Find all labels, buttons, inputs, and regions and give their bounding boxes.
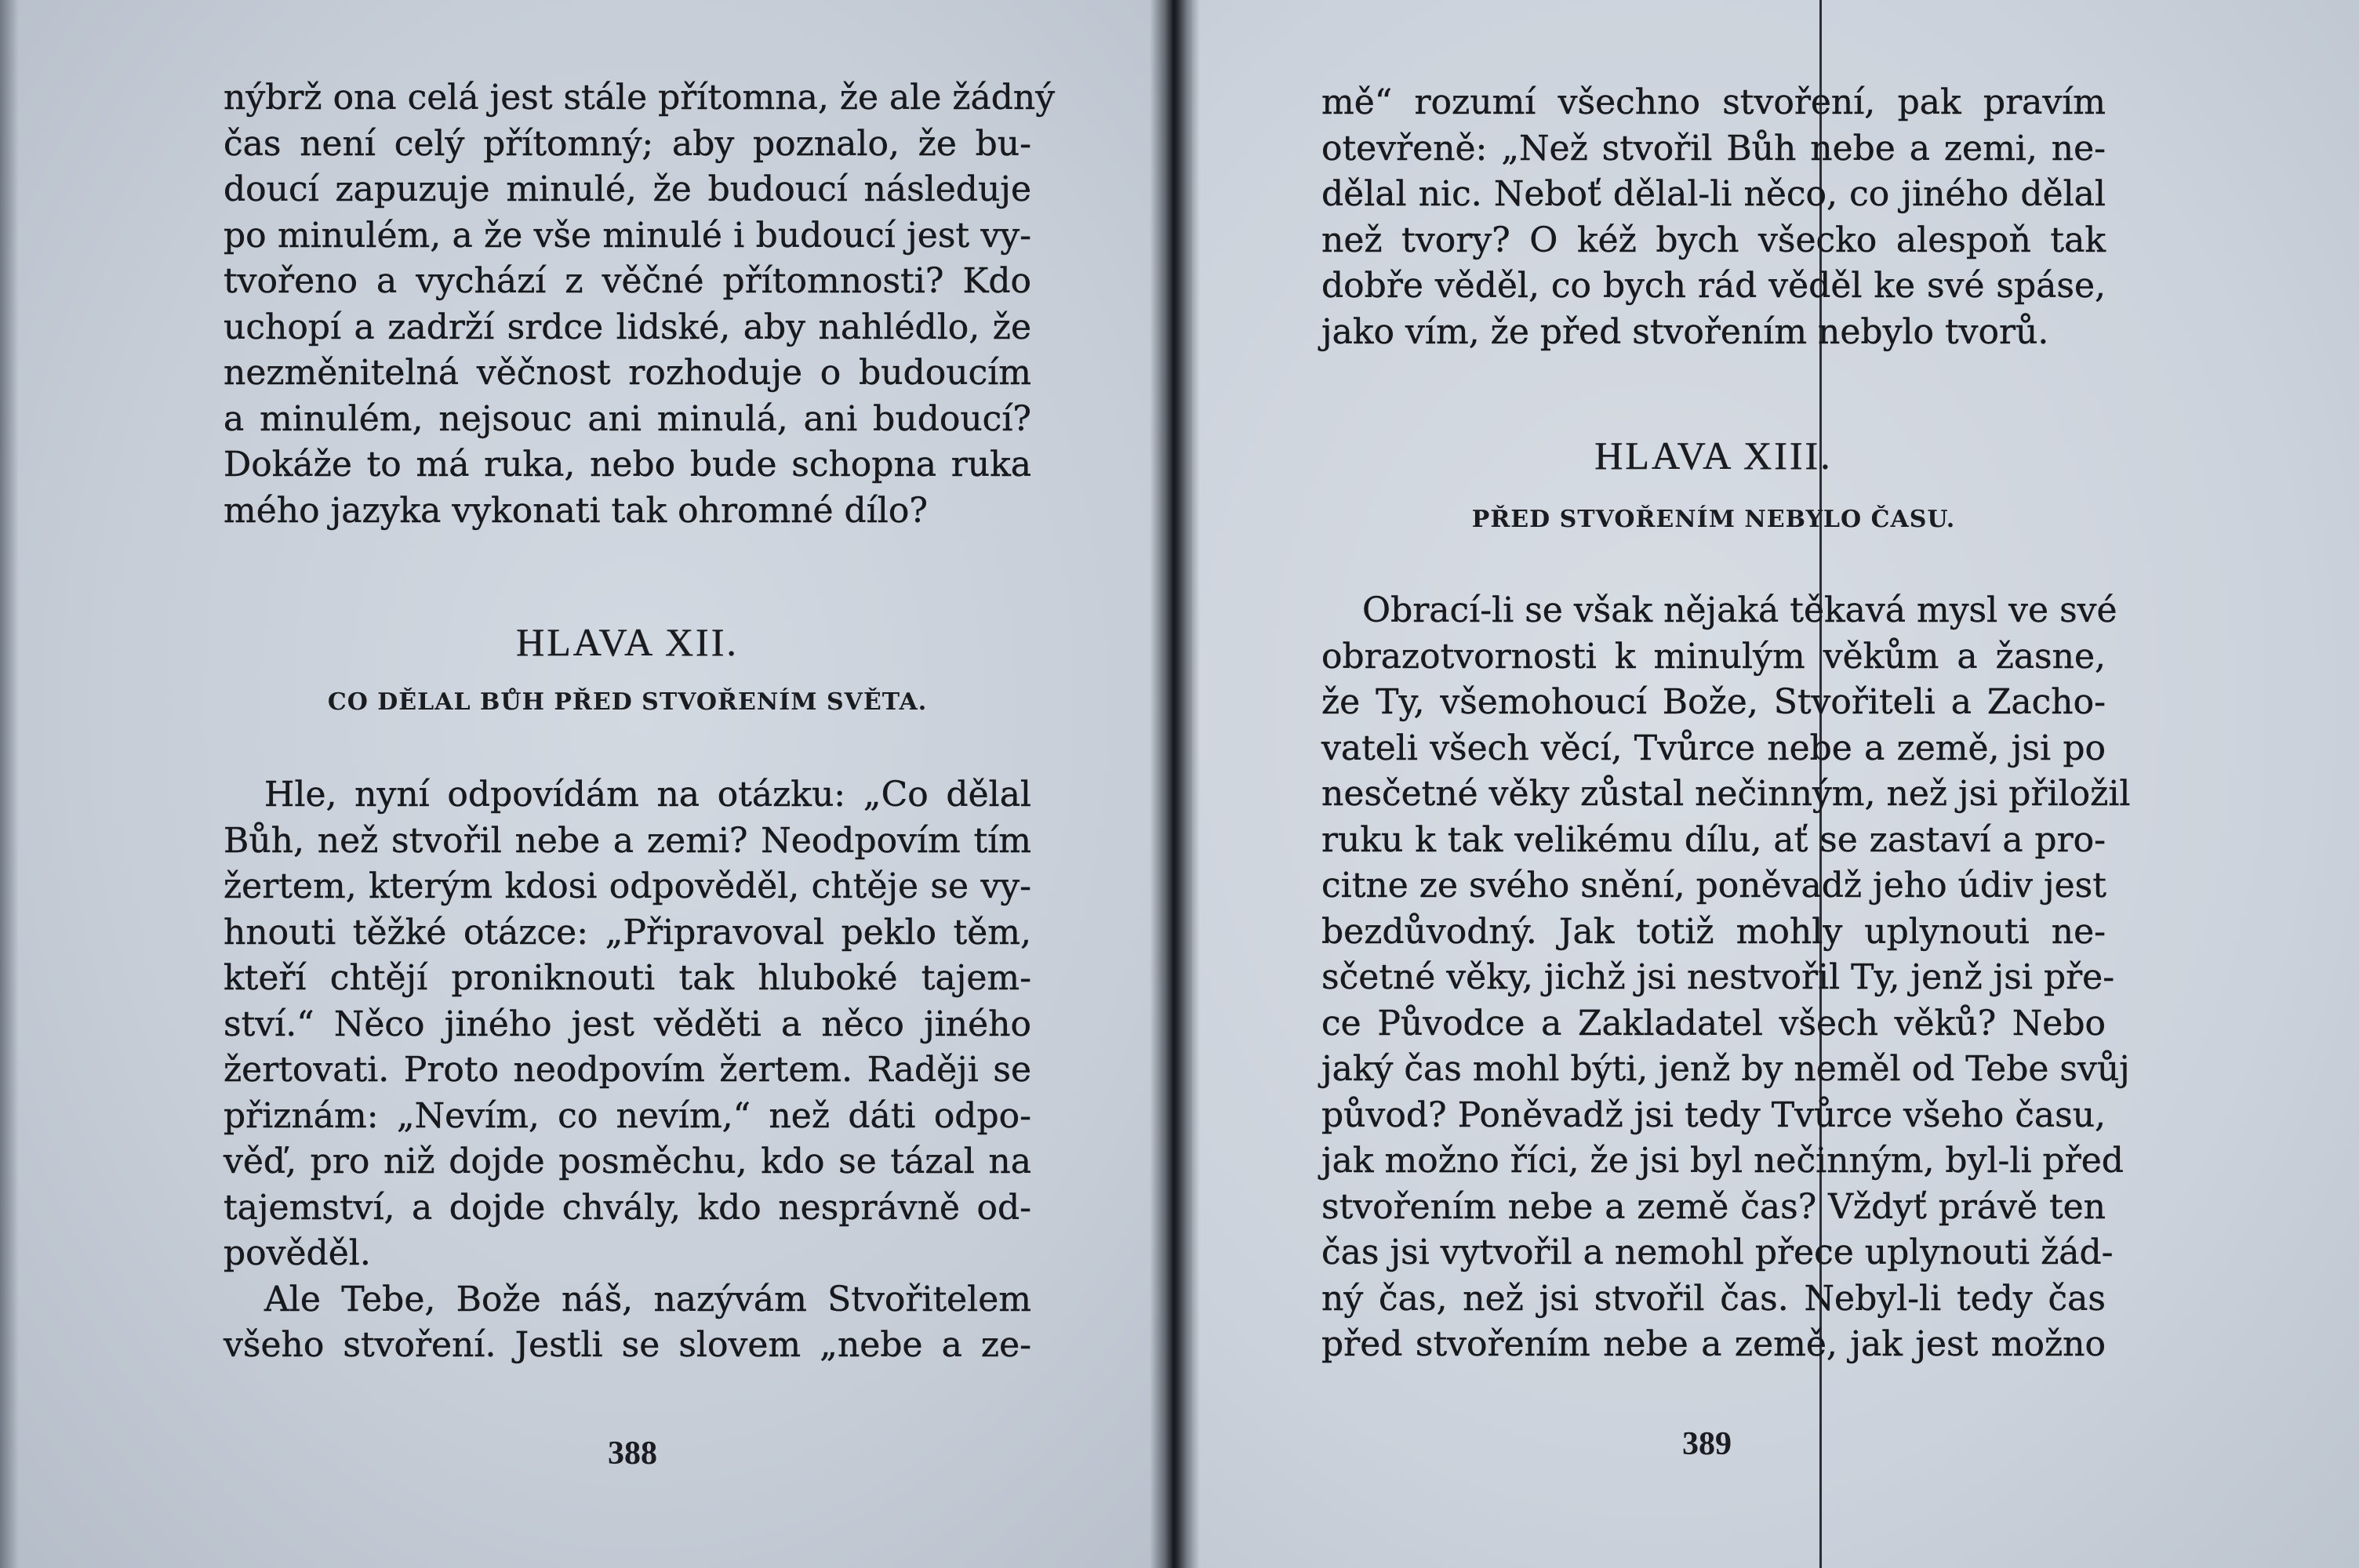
- text-line: vateli všech věcí, Tvůrce nebe a země, jsi po: [1321, 728, 2106, 768]
- left-text-bottom: [224, 772, 1031, 1369]
- text-line: nesčetné věky zůstal nečinným, než jsi přiložil: [1321, 774, 2131, 814]
- chapter-subtitle-xii: CO DĚLAL BŮH PŘED STVOŘENÍM SVĚTA.: [327, 688, 928, 716]
- text-line: sčetné věky, jichž jsi nestvořil Ty, jenž jsi pře-: [1321, 957, 2115, 997]
- text-line: ný čas, než jsi stvořil čas. Nebyl-li tedy čas: [1321, 1278, 2106, 1319]
- text-line: původ? Poněvadž jsi tedy Tvůrce všeho času,: [1321, 1094, 2106, 1135]
- text-line: dobře věděl, co bych rád věděl ke své spáse,: [1321, 266, 2106, 306]
- text-line: než tvory? O kéž bych všecko alespoň tak: [1321, 220, 2106, 260]
- text-line: ruku k tak velikému dílu, ať se zastaví a pro-: [1321, 819, 2106, 860]
- page-number-right: 389: [1682, 1426, 1732, 1462]
- text-line: čas jsi vytvořil a nemohl přece uplynouti žád-: [1321, 1232, 2114, 1272]
- text-line: všeho stvoření. Jestli se slovem „nebe a ze-: [224, 1325, 1031, 1365]
- text-line: citne ze svého snění, poněvadž jeho údiv jest: [1321, 866, 2106, 906]
- text-line: uchopí a zadrží srdce lidské, aby nahlédlo, že: [224, 307, 1031, 347]
- text-line: hnouti těžké otázce: „Připravoval peklo těm,: [224, 912, 1031, 953]
- text-line: že Ty, všemohoucí Bože, Stvořiteli a Zacho-: [1321, 682, 2106, 722]
- text-line: jak možno říci, že jsi byl nečinným, byl-li před: [1321, 1141, 2124, 1181]
- text-line: ství.“ Něco jiného jest věděti a něco jiného: [224, 1004, 1031, 1044]
- text-line: mě“ rozumí všechno stvoření, pak pravím: [1321, 82, 2106, 122]
- right-text-top: [1321, 80, 2106, 355]
- page-edge-shadow: [0, 0, 19, 1568]
- text-line: tajemství, a dojde chvály, kdo nesprávně od-: [224, 1187, 1031, 1228]
- text-line: Hle, nyní odpovídám na otázku: „Co dělal: [264, 775, 1031, 815]
- text-line: stvořením nebe a země čas? Vždyť právě ten: [1321, 1186, 2106, 1227]
- text-line: nýbrž ona celá jest stále přítomna, že ale žádný: [224, 78, 1056, 118]
- text-line: Dokáže to má ruka, nebo bude schopna ruka: [224, 445, 1031, 485]
- text-line: tvořeno a vychází z věčné přítomnosti? Kdo: [224, 261, 1031, 301]
- chapter-subtitle-xiii: PŘED STVOŘENÍM NEBYLO ČASU.: [1471, 506, 1956, 533]
- chapter-title-xii: HLAVA XII.: [516, 620, 739, 664]
- text-line: dělal nic. Neboť dělal-li něco, co jiného dělal: [1321, 174, 2106, 214]
- text-line: před stvořením nebe a země, jak jest možno: [1321, 1324, 2106, 1364]
- text-line: čas není celý přítomný; aby poznalo, že bu-: [224, 123, 1031, 164]
- text-line: Obrací-li se však nějaká těkavá mysl ve své: [1362, 590, 2117, 630]
- text-line: a minulém, nejsouc ani minulá, ani budoucí?: [224, 398, 1031, 439]
- right-text-bottom: [1321, 588, 2131, 1368]
- text-line: Bůh, než stvořil nebe a zemi? Neodpovím tím: [224, 820, 1031, 861]
- text-line: bezdůvodný. Jak totiž mohly uplynouti ne-: [1321, 911, 2106, 952]
- text-line: věď, pro niž dojde posměchu, kdo se tázal na: [224, 1142, 1031, 1181]
- text-line: Ale Tebe, Bože náš, nazývám Stvořitelem: [264, 1279, 1031, 1319]
- page-number-left: 388: [608, 1436, 657, 1472]
- text-line: mého jazyka vykonati tak ohromné dílo?: [224, 490, 928, 531]
- text-line: obrazotvornosti k minulým věkům a žasne,: [1321, 636, 2106, 677]
- text-line: žertem, kterým kdosi odpověděl, chtěje se vy-: [224, 866, 1031, 906]
- text-line: jaký čas mohl býti, jenž by neměl od Tebe svůj: [1321, 1049, 2130, 1089]
- text-line: ce Původce a Zakladatel všech věků? Nebo: [1321, 1003, 2106, 1044]
- text-line: pověděl.: [224, 1233, 371, 1273]
- text-line: nezměnitelná věčnost rozhoduje o budoucím: [224, 353, 1031, 393]
- text-line: jako vím, že před stvořením nebylo tvorů.: [1321, 311, 2049, 352]
- text-line: doucí zapuzuje minulé, že budoucí následuje: [224, 169, 1031, 209]
- chapter-title-xiii: HLAVA XIII.: [1594, 434, 1833, 477]
- left-text-top: [224, 75, 1056, 534]
- text-line: přiznám: „Nevím, co nevím,“ než dáti odpo-: [224, 1095, 1031, 1136]
- text-line: po minulém, a že vše minulé i budoucí jest vy-: [224, 215, 1031, 256]
- text-line: žertovati. Proto neodpovím žertem. Raději se: [224, 1050, 1031, 1090]
- text-line: otevřeně: „Než stvořil Bůh nebe a zemi, ne-: [1321, 128, 2106, 169]
- book-gutter: [1150, 0, 1200, 1568]
- text-line: kteří chtějí proniknouti tak hluboké tajem-: [224, 958, 1031, 998]
